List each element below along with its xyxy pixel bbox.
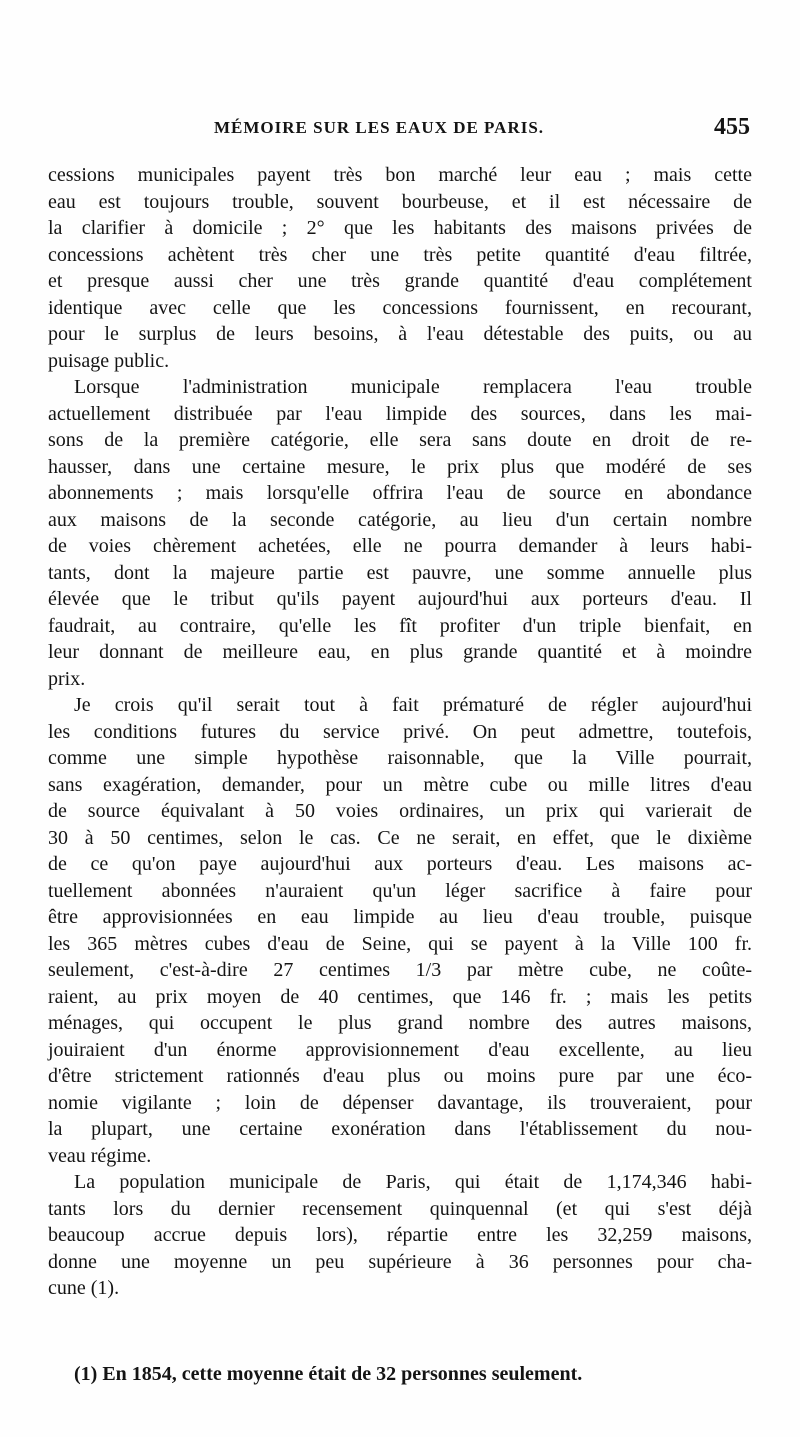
text-line: cessions municipales payent très bon marché leur eau ; mais cette <box>48 164 752 186</box>
text-line: 30 à 50 centimes, selon le cas. Ce ne serait, en effet, que le dixième <box>48 826 752 849</box>
page-number: 455 <box>714 114 750 140</box>
text-line: tants lors du dernier recensement quinquennal (et qui s'est déjà <box>48 1197 752 1220</box>
text-line: leur donnant de meilleure eau, en plus grande quantité et à moindre <box>48 641 752 663</box>
text-line: sans exagération, demander, pour un mètre cube ou mille litres d'eau <box>48 773 752 796</box>
text-line: aux maisons de la seconde catégorie, au lieu d'un certain nombre <box>48 508 752 531</box>
text-line: de ce qu'on paye aujourd'hui aux porteurs d'eau. Les maisons ac- <box>48 853 752 875</box>
text-line: donne une moyenne un peu supérieure à 36 personnes pour cha- <box>48 1250 752 1273</box>
text-line: prix. <box>48 667 86 690</box>
text-line: puisage public. <box>48 349 170 372</box>
text-line: sons de la première catégorie, elle sera sans doute en droit de re- <box>48 429 752 451</box>
text-line: et presque aussi cher une très grande quantité d'eau complétement <box>48 270 752 292</box>
text-line: faudrait, au contraire, qu'elle les fît profiter d'un triple bienfait, en <box>48 614 752 637</box>
text-line: raient, au prix moyen de 40 centimes, que 146 fr. ; mais les petits <box>48 985 752 1008</box>
text-line: abonnements ; mais lorsqu'elle offrira l'eau de source en abondance <box>48 482 752 504</box>
text-line: veau régime. <box>48 1144 152 1167</box>
text-line: les 365 mètres cubes d'eau de Seine, qui se payent à la Ville 100 fr. <box>48 932 752 955</box>
text-line: la clarifier à domicile ; 2° que les habitants des maisons privées de <box>48 217 752 239</box>
text-line: être approvisionnées en eau limpide au lieu d'eau trouble, puisque <box>48 906 752 928</box>
text-line: tuellement abonnées n'auraient qu'un léger sacrifice à faire pour <box>48 879 752 902</box>
text-line: identique avec celle que les concessions fournissent, en recourant, <box>48 296 752 319</box>
text-line: de source équivalant à 50 voies ordinaires, un prix qui varierait de <box>48 800 752 822</box>
text-line: d'être strictement rationnés d'eau plus ou moins pure par une éco- <box>48 1065 752 1087</box>
text-line: nomie vigilante ; loin de dépenser davantage, ils trouveraient, pour <box>48 1091 752 1114</box>
page-header <box>48 114 752 144</box>
running-title: MÉMOIRE SUR LES EAUX DE PARIS. <box>214 118 545 137</box>
text-line: pour le surplus de leurs besoins, à l'eau détestable des puits, ou au <box>48 323 752 345</box>
text-line: concessions achètent très cher une très petite quantité d'eau filtrée, <box>48 243 752 266</box>
text-line: Je crois qu'il serait tout à fait prématuré de régler aujourd'hui <box>74 694 752 716</box>
text-line: La population municipale de Paris, qui était de 1,174,346 habi- <box>74 1171 752 1193</box>
text-line: hausser, dans une certaine mesure, le prix plus que modéré de ses <box>48 455 752 478</box>
body-text <box>48 162 752 1302</box>
text-line: tants, dont la majeure partie est pauvre, une somme annuelle plus <box>48 561 752 584</box>
text-line: Lorsque l'administration municipale remplacera l'eau trouble <box>74 376 752 398</box>
text-line: la plupart, une certaine exonération dans l'établissement du nou- <box>48 1118 752 1140</box>
text-line: seulement, c'est-à-dire 27 centimes 1/3 par mètre cube, ne coûte- <box>48 959 752 981</box>
text-line: ménages, qui occupent le plus grand nombre des autres maisons, <box>48 1012 752 1034</box>
text-line: actuellement distribuée par l'eau limpide des sources, dans les mai- <box>48 402 752 425</box>
text-line: comme une simple hypothèse raisonnable, que la Ville pourrait, <box>48 747 752 769</box>
text-line: cune (1). <box>48 1277 120 1299</box>
text-line: les conditions futures du service privé. On peut admettre, toutefois, <box>48 720 752 743</box>
text-line: eau est toujours trouble, souvent bourbeuse, et il est nécessaire de <box>48 190 752 213</box>
text-line: jouiraient d'un énorme approvisionnement d'eau excellente, au lieu <box>48 1038 752 1061</box>
footnote: (1) En 1854, cette moyenne était de 32 personnes seulement. <box>74 1363 583 1385</box>
text-line: de voies chèrement achetées, elle ne pourra demander à leurs habi- <box>48 535 752 557</box>
text-line: beaucoup accrue depuis lors), répartie entre les 32,259 maisons, <box>48 1224 752 1246</box>
text-line: élevée que le tribut qu'ils payent aujourd'hui aux porteurs d'eau. Il <box>48 588 752 610</box>
